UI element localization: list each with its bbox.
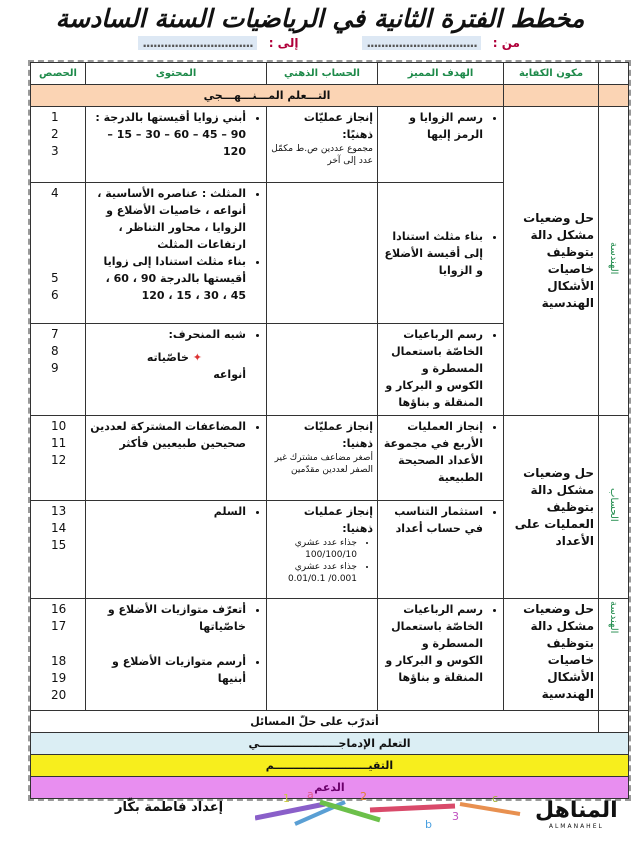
evaluation-row xyxy=(31,755,629,777)
plan-table xyxy=(30,62,629,799)
mental-item: • جذاء عدد عشري 0.001/ 0.01/0.1 xyxy=(271,561,357,585)
problem-solving-row xyxy=(31,711,629,733)
svg-text:c: c xyxy=(492,792,499,805)
sessions: 10 11 12 xyxy=(31,416,86,501)
content-subitem: ✦ خاصّياته xyxy=(146,351,202,364)
integration-row xyxy=(31,733,629,755)
objective: • رسم الزوايا و الرمز إليها xyxy=(382,109,483,143)
content-item: • أبني زوايا أقيستها بالدرجة : 90 – 45 – 60 – 30 – 15 – 120 xyxy=(90,109,246,160)
competence-cell: حل وضعيات مشكل دالة بتوظيف خاصيات الأشكال الهندسية xyxy=(504,599,599,711)
integration-label: التعلم الإدماجـــــــــــــــــــــي xyxy=(31,733,629,755)
crayons-illustration xyxy=(255,790,525,830)
table-row xyxy=(31,416,629,501)
header-mental: الحساب الذهني xyxy=(267,63,378,85)
mental-text: أصغر مضاعف مشترك غير الصفر لعددين مقدّمين xyxy=(274,453,373,475)
domain-cell: الهندسة xyxy=(599,107,629,416)
competence-cell: حل وضعيات مشكل دالة بتوظيف خاصيات الأشكال الهندسية xyxy=(504,107,599,416)
mental-title: إنجاز عمليّات ذهنيًا: xyxy=(303,111,373,141)
content-subitem: أنواعه xyxy=(213,368,246,381)
content-item: • بناء مثلث استنادا إلى زوايا أقيستها بالدرجة 90 ، 60 ، 45 ، 30 ، 15 ، 120 xyxy=(90,253,246,304)
objective: • رسم الرباعيات الخاصّة باستعمال المسطرة و الكوس و البركار و المنقلة و بناؤها xyxy=(382,326,483,411)
header-row xyxy=(31,63,629,85)
header-competence: مكون الكفاية xyxy=(504,63,599,85)
mental-text: مجموع عددين ص.ط مكمّل عدد إلى آخر xyxy=(271,144,373,166)
content-item: • أتعرّف متوازيات الأضلاع و خاصّياتها xyxy=(90,601,246,635)
period-line xyxy=(120,36,520,50)
author-credit: إعداد فاطمة بكّار xyxy=(115,800,224,815)
header-objective: الهدف المميز xyxy=(378,63,504,85)
to-label: إلى : xyxy=(268,36,299,50)
header-content: المحتوى xyxy=(86,63,267,85)
methodical-row xyxy=(31,85,629,107)
svg-text:1: 1 xyxy=(283,792,290,805)
content-item: • المثلث : عناصره الأساسية ، أنواعه ، خاصيات الأضلاع و الزوايا ، محاور التناظر ، ارتفاعات المثلث xyxy=(90,185,246,253)
objective: • استثمار التناسب في حساب أعداد xyxy=(382,503,483,537)
header-domain xyxy=(599,63,629,85)
sessions: 1 2 3 xyxy=(31,107,86,183)
from-label: من : xyxy=(492,36,520,50)
table-row xyxy=(31,599,629,711)
to-field[interactable]: ............................... xyxy=(138,36,256,50)
content-item: • أرسم متوازيات الأضلاع و أبنيها xyxy=(90,653,246,687)
svg-text:2: 2 xyxy=(360,790,367,803)
competence-cell: حل وضعيات مشكل دالة بتوظيف العمليات على الأعداد xyxy=(504,416,599,599)
table-row xyxy=(31,107,629,183)
mental-title: إنجاز عمليّات ذهنيا: xyxy=(303,420,373,450)
evaluation-label: التقيـــــــــــــــــــــــــم xyxy=(31,755,629,777)
support-label: الدعم xyxy=(31,777,629,799)
objective: • بناء مثلث استنادا إلى أقيسة الأضلاع و الزوايا xyxy=(382,228,483,279)
content-item: • المضاعفات المشتركة لعددين صحيحين طبيعيين فأكثر xyxy=(90,418,246,452)
problem-solving-label: أتدرّب على حلّ المسائل xyxy=(31,711,599,733)
sessions: 7 8 9 xyxy=(31,324,86,416)
methodical-label: التـــعلم المـــنـــهـــجي xyxy=(31,85,504,107)
sessions: 4 5 6 xyxy=(31,183,86,324)
domain-cell: الحساب xyxy=(599,416,629,599)
from-field[interactable]: ............................... xyxy=(362,36,480,50)
page-title: مخطط الفترة الثانية في الرياضيات السنة السادسة xyxy=(55,4,585,33)
svg-text:a: a xyxy=(307,790,314,801)
content-item: • شبه المنحرف: xyxy=(90,326,246,343)
svg-text:b: b xyxy=(425,818,432,830)
objective: • رسم الرباعيات الخاصّة باستعمال المسطرة و الكوس و البركار و المنقلة و بناؤها xyxy=(382,601,483,686)
header-sessions: الحصص xyxy=(31,63,86,85)
content-item: • السلم xyxy=(90,503,246,520)
arrow-bullet-icon: ✦ xyxy=(192,351,202,364)
mental-item: • جذاء عدد عشري 100/100/10 xyxy=(271,537,357,561)
mental-title: إنجاز عمليات ذهنيا: xyxy=(303,505,373,535)
almanahel-logo: المناهل ALMANAHEL xyxy=(535,798,618,830)
domain-cell: الهندسة xyxy=(599,599,629,711)
sessions: 16 17 18 19 20 xyxy=(31,599,86,711)
objective: • إنجاز العمليات الأربع في مجموعة الأعداد الصحيحة الطبيعية xyxy=(382,418,483,486)
sessions: 13 14 15 xyxy=(31,501,86,599)
svg-text:3: 3 xyxy=(452,810,459,823)
